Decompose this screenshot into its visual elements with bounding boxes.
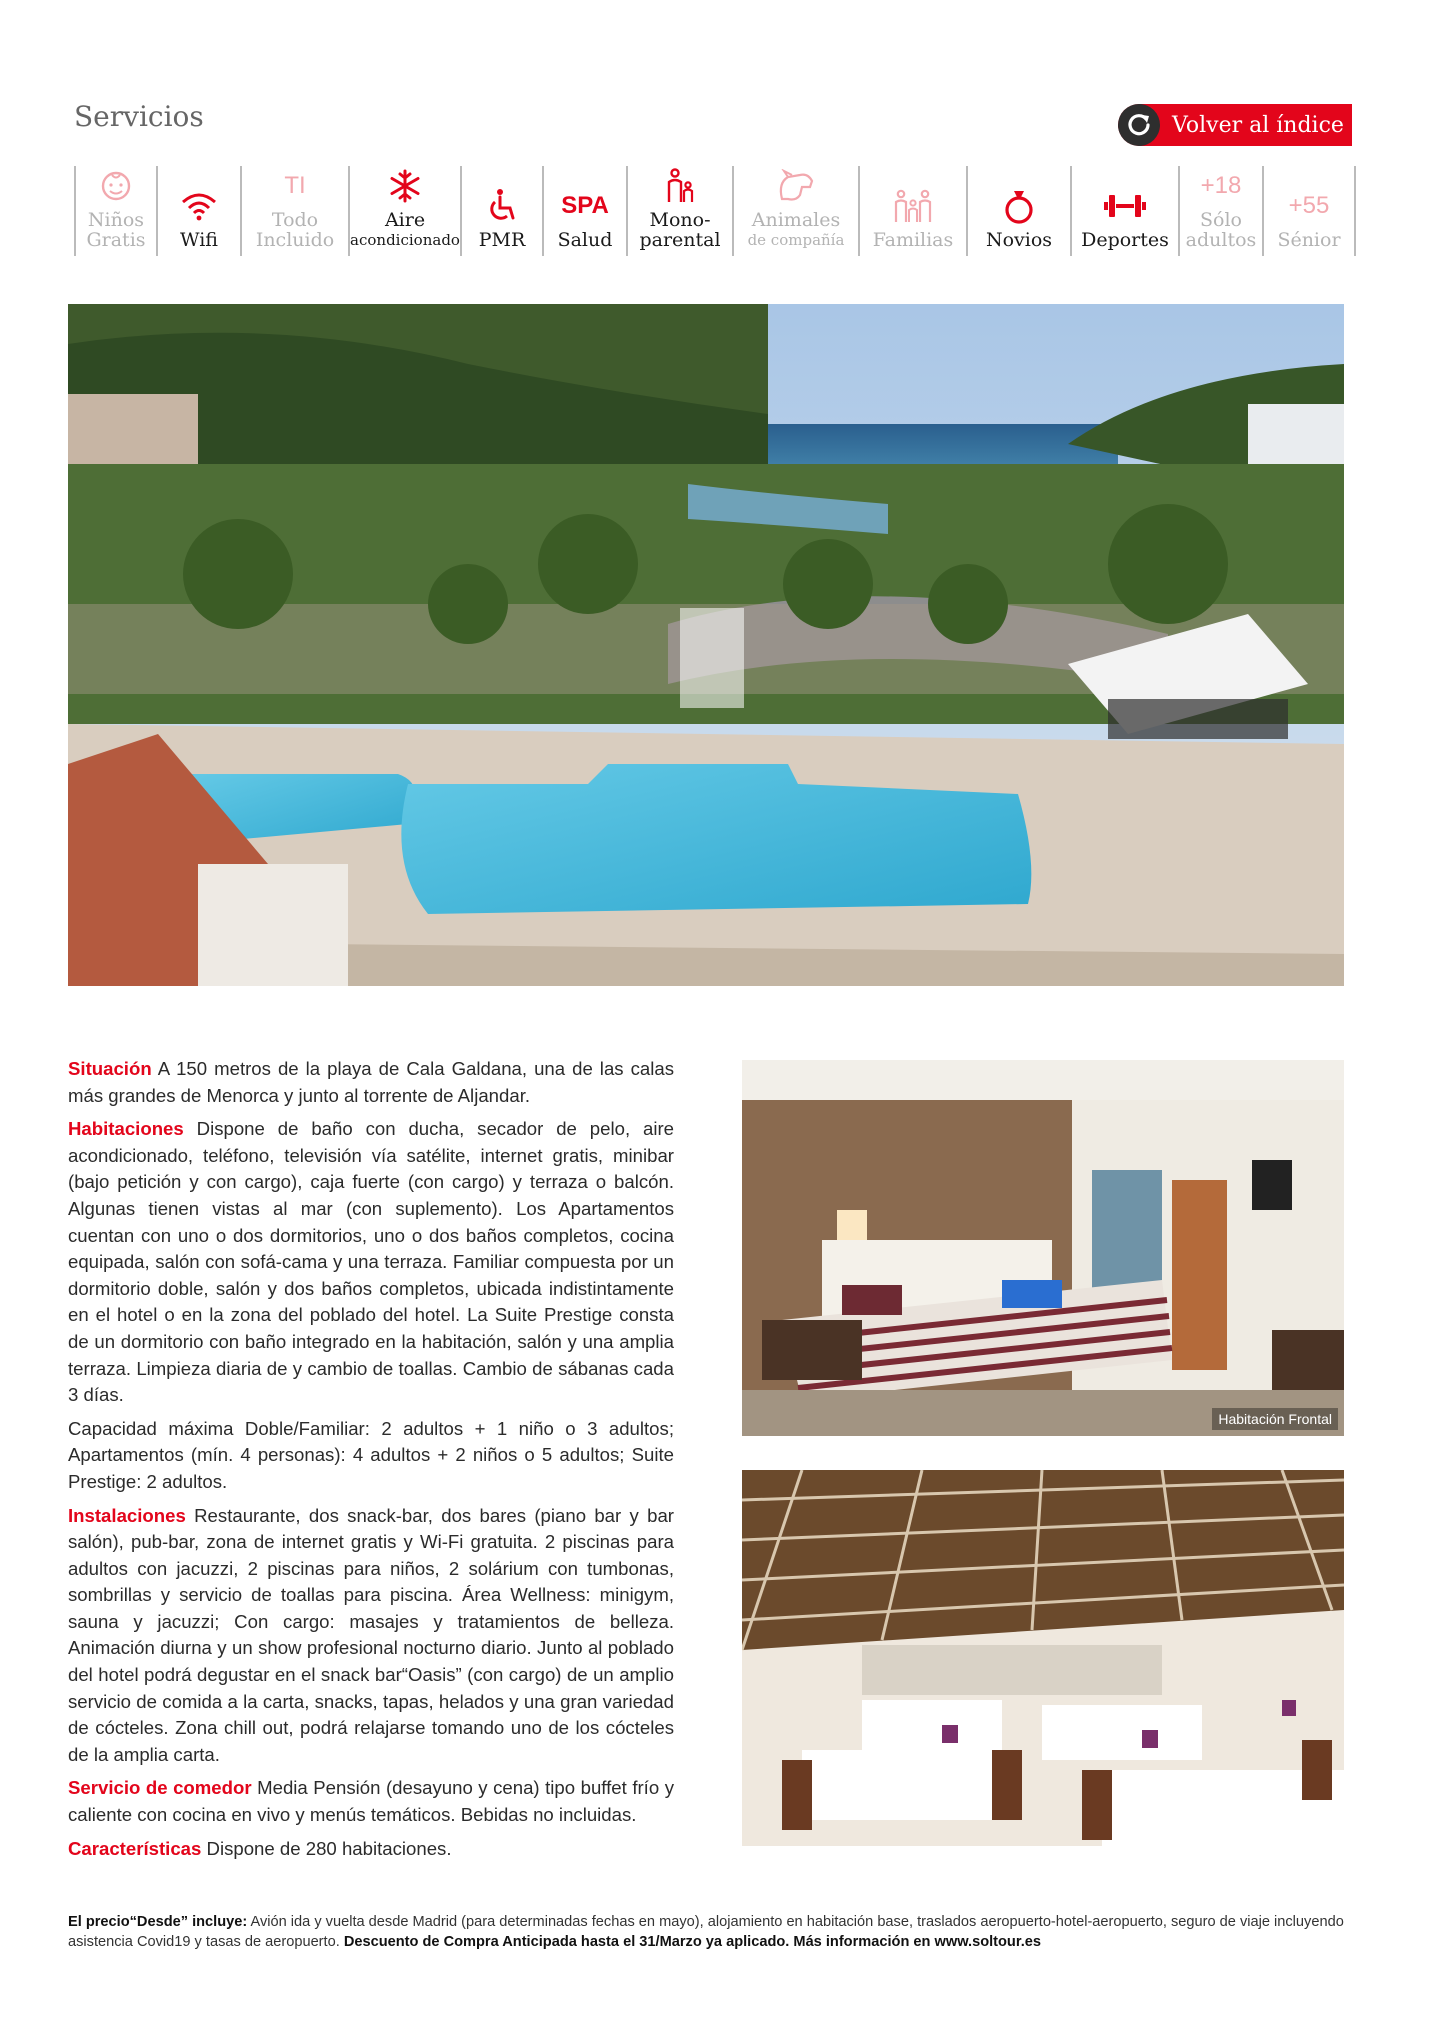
page-title: Servicios [74, 100, 204, 133]
service-label: Aire [384, 209, 426, 231]
service-label-2: adultos [1185, 229, 1257, 251]
section-situacion [68, 1056, 674, 1109]
section-heading: Características [68, 1837, 202, 1859]
section-text: Capacidad máxima Doble/Familiar: 2 adultos + 1 niño o 3 adultos; Apartamentos (mín. 4 personas): 4 adultos + 2 niños o 5 adultos; Suite Prestige: 2 adultos. [68, 1417, 674, 1492]
service-label: PMR [478, 229, 526, 251]
service-aire-acondicionado [348, 166, 460, 256]
parent-child-icon [663, 166, 697, 206]
hotel-pool-photo [68, 304, 1344, 986]
section-comedor [68, 1775, 674, 1828]
service-familias [858, 166, 966, 256]
service-animales [732, 166, 858, 256]
spa-icon: SPA [561, 192, 609, 219]
dog-icon [774, 166, 818, 206]
service-pmr [460, 166, 542, 256]
service-label: Familias [872, 229, 954, 251]
service-label: Sólo [1200, 209, 1242, 231]
service-monoparental [626, 166, 732, 256]
service-label: Sénior [1277, 229, 1341, 251]
service-label: Animales [751, 209, 841, 231]
section-caracteristicas [68, 1836, 674, 1863]
service-label-2: de compañía [747, 231, 845, 249]
service-label-2: parental [639, 229, 721, 251]
services-bar [74, 166, 1356, 256]
room-photo [742, 1060, 1344, 1436]
service-wifi [156, 166, 240, 256]
child-face-icon [99, 166, 133, 206]
service-label: Niños [87, 209, 145, 231]
price-footnote [68, 1912, 1348, 1952]
wifi-icon [180, 186, 218, 226]
service-senior [1262, 166, 1356, 256]
room-photo-caption: Habitación Frontal [1212, 1408, 1338, 1430]
section-text: Restaurante, dos snack-bar, dos bares (piano bar y bar salón), pub-bar, zona de internet gratis y Wi-Fi gratuita. 2 piscinas para adultos con jacuzzi, 2 piscinas para niños, 2 solárium con tumbonas, sombrillas y servicio de toallas para piscina. Área Wellness: minigym, sauna y jacuzzi; Con cargo: masajes y tratamientos de belleza. Animación diurna y un show profesional nocturno diario. Junto al poblado del hotel podrá degustar en el snack bar“Oasis” (con cargo) de un amplio servicio de comida a la carta, snacks, tapas, helados y una gran variedad de cócteles. Zona chill out, podrá relajarse tomando uno de los cócteles de la amplia carta. [68, 1504, 674, 1765]
restaurant-photo [742, 1470, 1344, 1846]
back-to-index-label: Volver al índice [1172, 112, 1344, 138]
section-text: Dispone de 280 habitaciones. [206, 1837, 452, 1859]
ti-icon: TI [284, 172, 306, 199]
refresh-arrow-icon [1118, 104, 1160, 146]
service-label: Wifi [180, 229, 218, 251]
section-habitaciones [68, 1116, 674, 1409]
plus-55-icon: +55 [1288, 192, 1330, 219]
footnote-text: Avión ida y vuelta desde Madrid (para determinadas fechas en mayo), alojamiento en habitación base, traslados aeropuerto-hotel-aeropuerto, seguro de viaje incluyendo asistencia Covid19 y tasas de aeropuerto. [68, 1914, 1344, 1950]
section-heading: Habitaciones [68, 1118, 184, 1140]
section-heading: Instalaciones [68, 1504, 186, 1526]
service-deportes [1070, 166, 1178, 256]
dumbbell-icon [1102, 186, 1148, 226]
section-heading: Servicio de comedor [68, 1777, 252, 1799]
service-label: Salud [557, 229, 613, 251]
service-salud [542, 166, 626, 256]
ring-icon [1002, 186, 1036, 226]
footnote-lead: El precio“Desde” incluye: [68, 1914, 248, 1930]
snowflake-icon [388, 166, 422, 206]
service-label-2: acondicionado [350, 231, 460, 249]
service-novios [966, 166, 1070, 256]
hotel-description [68, 1056, 674, 1869]
service-label: Mono- [649, 209, 711, 231]
back-to-index-button[interactable] [1118, 104, 1352, 146]
service-todo-incluido [240, 166, 348, 256]
service-solo-adultos [1178, 166, 1262, 256]
service-label-2: Incluido [255, 229, 335, 251]
service-label: Deportes [1081, 229, 1169, 251]
service-label: Novios [985, 229, 1053, 251]
section-heading: Situación [68, 1058, 152, 1079]
plus-18-icon: +18 [1200, 172, 1242, 199]
wheelchair-icon [485, 186, 519, 226]
footnote-bold-tail: Descuento de Compra Anticipada hasta el 31/Marzo ya aplicado. Más información en www.soltour.es [343, 1934, 1042, 1950]
service-label: Todo [271, 209, 319, 231]
section-text: Dispone de baño con ducha, secador de pelo, aire acondicionado, teléfono, televisión vía satélite, internet gratis, minibar (bajo petición y con cargo), caja fuerte (con cargo) y terraza o balcón. Algunas tienen vistas al mar (con suplemento). Los Apartamentos cuentan con uno o dos dormitorios, uno o dos baños completos, cocina equipada, salón con sofá-cama y una terraza. Familiar compuesta por un dormitorio doble, salón y dos baños completos, ubicada indistintamente en el hotel o en la zona del poblado del hotel. La Suite Prestige consta de un dormitorio con baño integrado en la habitación, salón y una amplia terraza. Limpieza diaria de y cambio de toallas. Cambio de sábanas cada 3 días. [68, 1118, 675, 1406]
section-text: Media Pensión (desayuno y cena) tipo buffet frío y caliente con cocina en vivo y menús temáticos. Bebidas no incluidas. [68, 1777, 674, 1826]
section-capacidad [68, 1416, 674, 1496]
service-ninos-gratis [74, 166, 156, 256]
service-label-2: Gratis [86, 229, 146, 251]
section-instalaciones [68, 1503, 674, 1769]
family-icon [893, 186, 933, 226]
section-text: A 150 metros de la playa de Cala Galdana, una de las calas más grandes de Menorca y junto al torrente de Aljandar. [68, 1058, 675, 1106]
